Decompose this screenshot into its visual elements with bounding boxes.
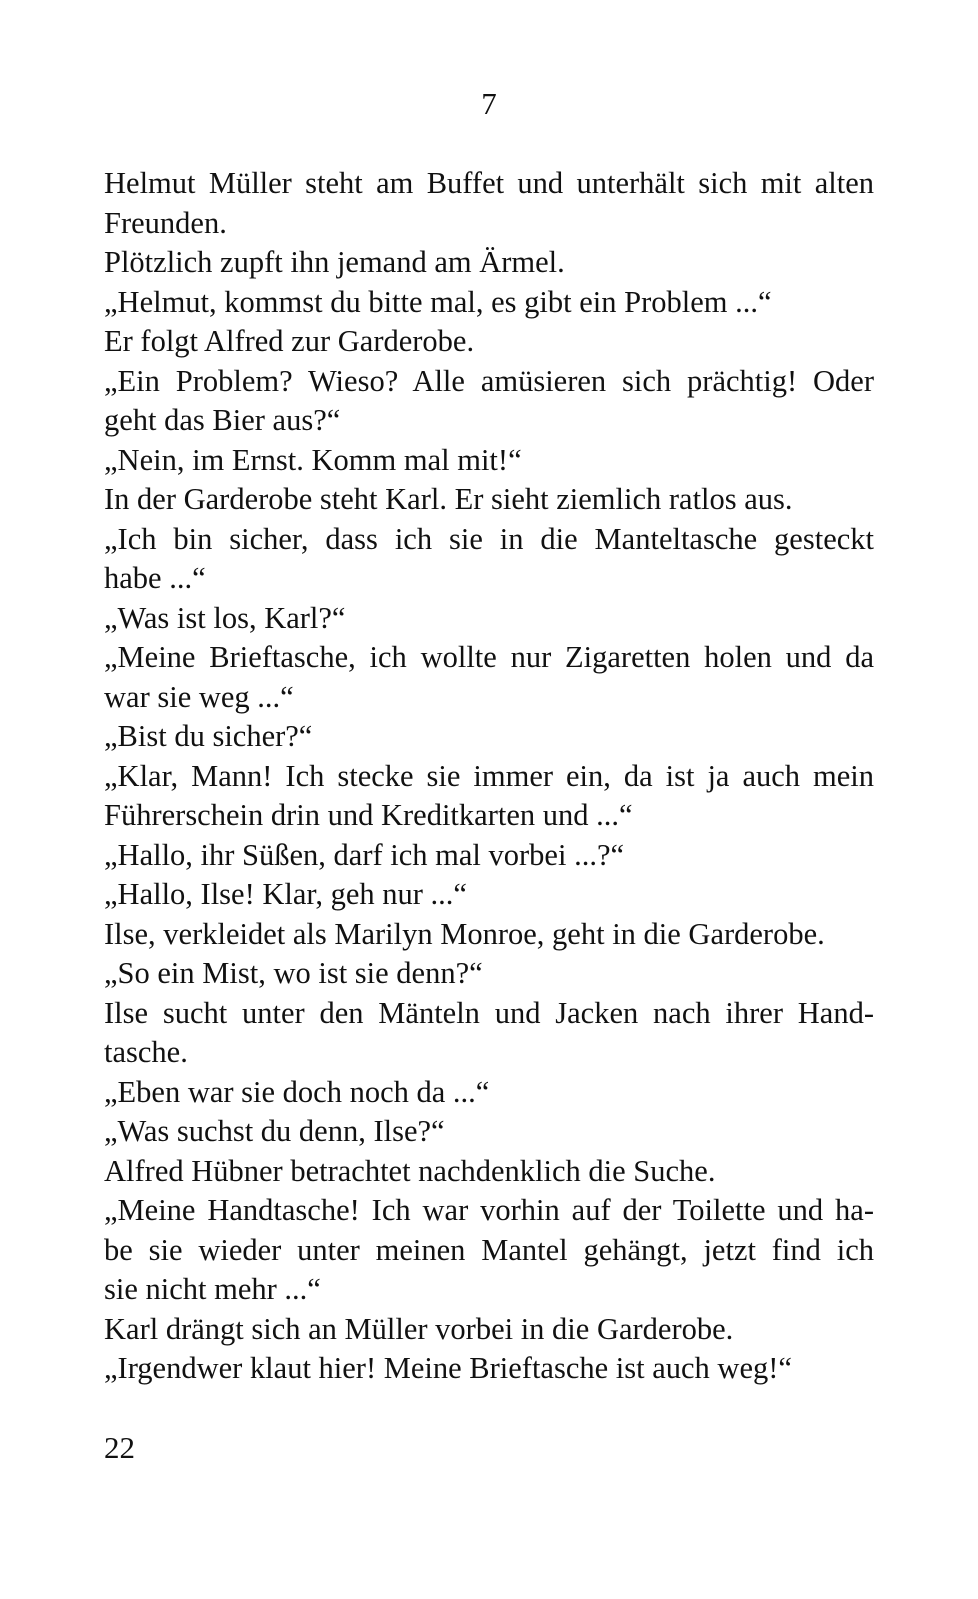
text-line: „Klar, Mann! Ich stecke sie immer ein, da ist ja auch mein <box>104 758 874 793</box>
text-line: „So ein Mist, wo ist sie denn?“ <box>104 956 483 990</box>
text-line: „Hallo, ihr Süßen, darf ich mal vorbei ...?“ <box>104 837 625 872</box>
text-line: „Was ist los, Karl?“ <box>104 600 346 635</box>
text-line: geht das Bier aus?“ <box>104 403 341 437</box>
text-line: Ilse, verkleidet als Marilyn Monroe, geht in die Garderobe. <box>104 916 825 951</box>
text-line: „Meine Handtasche! Ich war vorhin auf der Toilette und ha- <box>104 1193 874 1227</box>
text-line: „Ich bin sicher, dass ich sie in die Manteltasche gesteckt <box>104 521 874 556</box>
text-line: be sie wieder unter meinen Mantel gehängt, jetzt find ich <box>104 1232 874 1267</box>
text-line: Karl drängt sich an Müller vorbei in die Garderobe. <box>104 1311 734 1346</box>
text-line: In der Garderobe steht Karl. Er sieht ziemlich ratlos aus. <box>104 482 793 516</box>
text-line: tasche. <box>104 1035 188 1069</box>
text-line: „Nein, im Ernst. Komm mal mit!“ <box>104 442 522 477</box>
text-line: „Hallo, Ilse! Klar, geh nur ...“ <box>104 877 467 911</box>
text-line: habe ...“ <box>104 561 206 595</box>
text-line: Plötzlich zupft ihn jemand am Ärmel. <box>104 245 565 279</box>
text-line: „Irgendwer klaut hier! Meine Brieftasche ist auch weg!“ <box>104 1351 792 1385</box>
text-line: „Bist du sicher?“ <box>104 719 313 753</box>
text-line: Führerschein drin und Kreditkarten und ...“ <box>104 798 633 832</box>
text-line: sie nicht mehr ...“ <box>104 1272 321 1306</box>
text-line: „Eben war sie doch noch da ...“ <box>104 1074 490 1109</box>
chapter-number: 7 <box>481 86 497 121</box>
text-line: „Ein Problem? Wieso? Alle amüsieren sich prächtig! Oder <box>104 363 874 398</box>
text-line: Freunden. <box>104 205 227 240</box>
text-line: „Was suchst du denn, Ilse?“ <box>104 1114 445 1148</box>
text-line: „Meine Brieftasche, ich wollte nur Zigaretten holen und da <box>104 640 874 674</box>
text-line: war sie weg ...“ <box>104 679 294 714</box>
page-number: 22 <box>104 1430 135 1465</box>
body-text <box>104 164 874 1389</box>
text-line: Helmut Müller steht am Buffet und unterhält sich mit alten <box>104 166 874 200</box>
text-line: Alfred Hübner betrachtet nachdenklich die Suche. <box>104 1153 716 1188</box>
text-line: Ilse sucht unter den Mänteln und Jacken nach ihrer Hand- <box>104 995 874 1030</box>
text-line: Er folgt Alfred zur Garderobe. <box>104 324 475 358</box>
text-line: „Helmut, kommst du bitte mal, es gibt ein Problem ...“ <box>104 284 772 319</box>
